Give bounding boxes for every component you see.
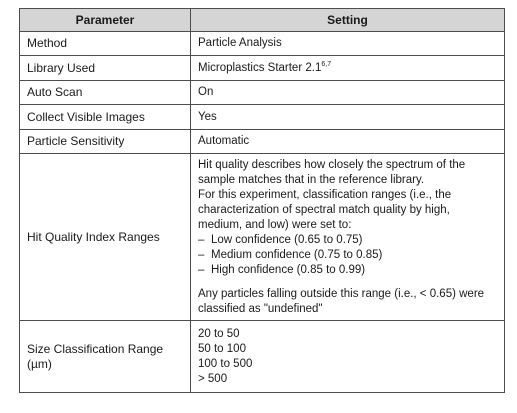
size-range-item: 100 to 500: [198, 357, 253, 370]
hit-quality-paragraph-1: Hit quality describes how closely the spectrum of the sample matches that in the reference library.: [198, 158, 466, 186]
table-row: [20, 105, 505, 130]
header-setting: Setting: [191, 9, 505, 32]
param-size-range-label: Size Classification Range (µm): [20, 321, 191, 393]
table-row: [20, 56, 505, 81]
param-library-value: Microplastics Starter 2.1: [198, 61, 322, 74]
param-auto-scan-label: Auto Scan: [20, 81, 191, 105]
table-row: [20, 81, 505, 105]
param-collect-images-value: Yes: [191, 105, 505, 130]
hit-quality-list-item: – Low confidence (0.65 to 0.75): [198, 233, 497, 248]
hit-quality-list: [198, 233, 497, 278]
param-collect-images-label: Collect Visible Images: [20, 105, 191, 130]
settings-table: [19, 8, 505, 393]
table-row: [20, 32, 505, 56]
size-range-item: > 500: [198, 372, 228, 385]
param-auto-scan-value: On: [191, 81, 505, 105]
table-header-row: [20, 9, 505, 32]
param-sensitivity-label: Particle Sensitivity: [20, 130, 191, 154]
size-range-item: 50 to 100: [198, 342, 246, 355]
header-parameter: Parameter: [20, 9, 191, 32]
param-sensitivity-value: Automatic: [191, 130, 505, 154]
param-method-value: Particle Analysis: [191, 32, 505, 56]
param-hit-quality-cell: [191, 154, 505, 321]
param-library-reference: 6,7: [321, 60, 332, 68]
table-row: [20, 130, 505, 154]
hit-quality-list-item: – High confidence (0.85 to 0.99): [198, 263, 497, 278]
param-hit-quality-label: Hit Quality Index Ranges: [20, 154, 191, 321]
param-library-cell: [191, 56, 505, 81]
hit-quality-paragraph-2: For this experiment, classification ranges (i.e., the characterization of spectral match quality by high, medium, and low) were set to:: [198, 188, 452, 231]
hit-quality-paragraph-3: Any particles falling outside this range (i.e., < 0.65) were classified as "undefined": [198, 287, 485, 315]
param-method-label: Method: [20, 32, 191, 56]
size-range-item: 20 to 50: [198, 327, 240, 340]
table-row: [20, 154, 505, 321]
hit-quality-list-item: – Medium confidence (0.75 to 0.85): [198, 248, 497, 263]
param-size-range-cell: [191, 321, 505, 393]
table-row: [20, 321, 505, 393]
param-library-label: Library Used: [20, 56, 191, 81]
